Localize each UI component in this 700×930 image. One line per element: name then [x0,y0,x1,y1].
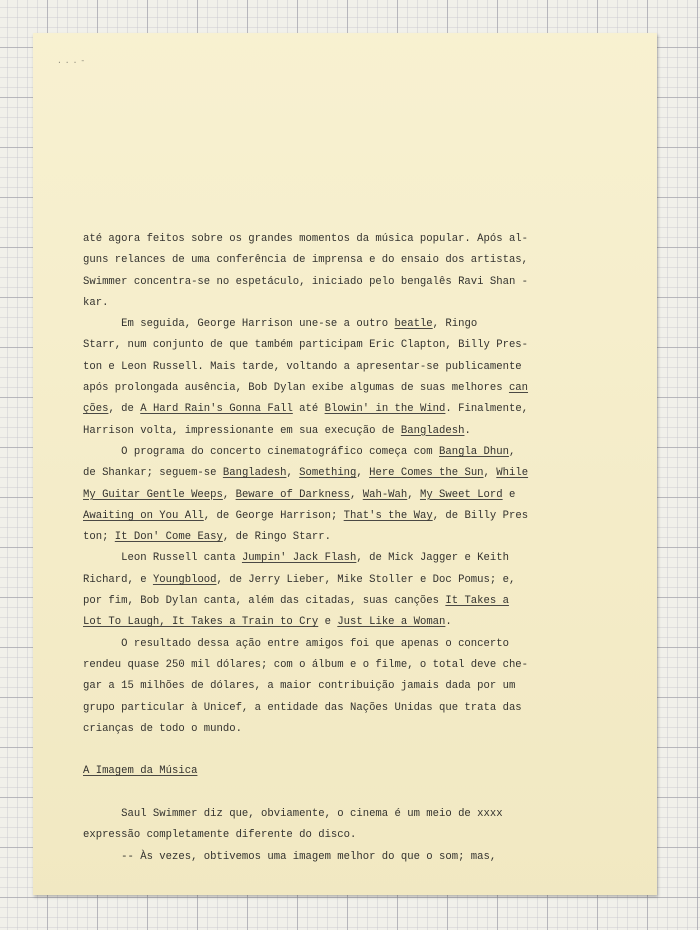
text-segment: kar. [83,296,109,309]
text-segment: após prolongada ausência, Bob Dylan exibe algumas de suas melhores [83,382,509,395]
text-line [83,804,613,825]
text-segment: . [445,616,452,629]
text-segment: O programa do concerto cinematográfico começa com [83,445,440,458]
text-line [83,761,613,782]
text-line [83,783,613,804]
underlined-title: Bangladesh [222,467,287,480]
underlined-title: Here Comes the Sun [369,467,484,480]
text-line [83,719,613,740]
text-segment: ton; [83,531,115,544]
underlined-title: can [508,382,529,395]
text-segment: , de Jerry Lieber, Mike Stoller e Doc Pomus; e, [216,573,516,586]
text-segment: , [483,467,497,480]
corner-marks: ...- [57,57,89,66]
text-segment: por fim, Bob Dylan canta, além das citadas, suas canções [83,595,446,608]
text-segment: , [286,467,300,480]
text-line [83,463,613,484]
text-segment: Swimmer concentra-se no espetáculo, iniciado pelo bengalês Ravi Shan - [83,275,529,288]
text-segment: guns relances de uma conferência de imprensa e do ensaio dos artistas, [83,254,529,267]
underlined-title: It Don' Come Easy [114,531,223,544]
text-segment: até agora feitos sobre os grandes momentos da música popular. Após al- [83,233,529,245]
underlined-title: That's the Way [343,509,433,522]
text-line [83,293,613,314]
underlined-title: My Guitar Gentle Weeps [83,488,223,501]
text-line [83,591,613,612]
text-line [83,272,613,293]
text-segment: . Finalmente, [445,403,529,416]
text-line [83,442,613,463]
typewritten-page [33,33,657,895]
text-segment: , [407,488,420,501]
text-segment: e [502,488,516,501]
text-line [83,335,613,356]
text-segment: Saul Swimmer diz que, obviamente, o cinema é um meio de xxxx [83,808,503,821]
underlined-title: Youngblood [152,573,217,586]
underlined-title: Just Like a Woman [337,616,446,629]
underlined-title: A Imagem da Música [83,765,198,778]
text-segment: Leon Russell canta [83,552,242,565]
text-line [83,314,613,335]
underlined-title: ções [83,403,109,416]
text-segment: , Ringo [432,318,478,331]
text-line [83,612,613,633]
underlined-title: While [496,467,529,480]
underlined-title: It Takes a [445,595,509,608]
text-segment: Harrison volta, impressionante em sua execução de [83,424,401,437]
text-segment: , de [108,403,141,416]
underlined-title: Wah-Wah [362,488,408,501]
text-segment: Starr, num conjunto de que também participam Eric Clapton, Billy Pres- [83,339,529,352]
text-segment: gar a 15 milhões de dólares, a maior contribuição jamais dada por um [83,680,516,693]
underlined-title: beatle [394,318,433,331]
text-line [83,421,613,442]
text-segment: , de Ringo Starr. [222,531,331,544]
text-segment: grupo particular à Unicef, a entidade das Nações Unidas que trata das [83,701,522,714]
text-segment: , [356,467,370,480]
text-segment: O resultado dessa ação entre amigos foi que apenas o concerto [83,637,509,650]
text-line [83,229,613,250]
text-line [83,485,613,506]
underlined-title: Something [299,467,357,480]
text-line [83,250,613,271]
text-segment: , de Billy Pres [432,509,529,522]
text-line [83,378,613,399]
text-line [83,399,613,420]
text-line [83,847,613,868]
text-segment: crianças de todo o mundo. [83,722,242,735]
text-line [83,655,613,676]
text-line [83,357,613,378]
text-segment: de Shankar; seguem-se [83,467,223,480]
underlined-title: Blowin' in the Wind [324,403,446,416]
text-segment: , [350,488,363,501]
underlined-title: Bangladesh [400,424,465,437]
text-segment: Richard, e [83,573,153,586]
text-segment: rendeu quase 250 mil dólares; com o álbum e o filme, o total deve che- [83,658,529,671]
underlined-title: My Sweet Lord [419,488,503,501]
underlined-title: Lot To Laugh, It Takes a Train to Cry [83,616,319,629]
text-segment: , [222,488,236,501]
text-line [83,548,613,569]
underlined-title: A Hard Rain's Gonna Fall [140,403,293,416]
underlined-title: Bangla Dhun [439,445,509,458]
text-segment: , de Mick Jagger e Keith [356,552,509,565]
underlined-title: Beware of Darkness [235,488,351,501]
text-line [83,825,613,846]
text-line [83,698,613,719]
text-segment: ton e Leon Russell. Mais tarde, voltando a apresentar-se publicamente [83,360,522,373]
text-segment: , [508,445,516,458]
typed-body-text [83,229,613,868]
text-line [83,506,613,527]
text-line [83,527,613,548]
text-segment: até [292,403,325,416]
underlined-title: Jumpin' Jack Flash [241,552,357,565]
text-segment: , de George Harrison; [203,509,344,522]
text-line [83,570,613,591]
underlined-title: Awaiting on You All [83,509,204,522]
text-line [83,740,613,761]
text-segment: -- Às vezes, obtivemos uma imagem melhor do que o som; mas, [83,850,497,863]
text-segment: e [318,616,338,629]
text-segment: Em seguida, George Harrison une-se a outro [83,318,395,331]
text-line [83,676,613,697]
text-segment: expressão completamente diferente do disco. [83,829,357,842]
text-segment: . [464,424,471,437]
text-line [83,634,613,655]
